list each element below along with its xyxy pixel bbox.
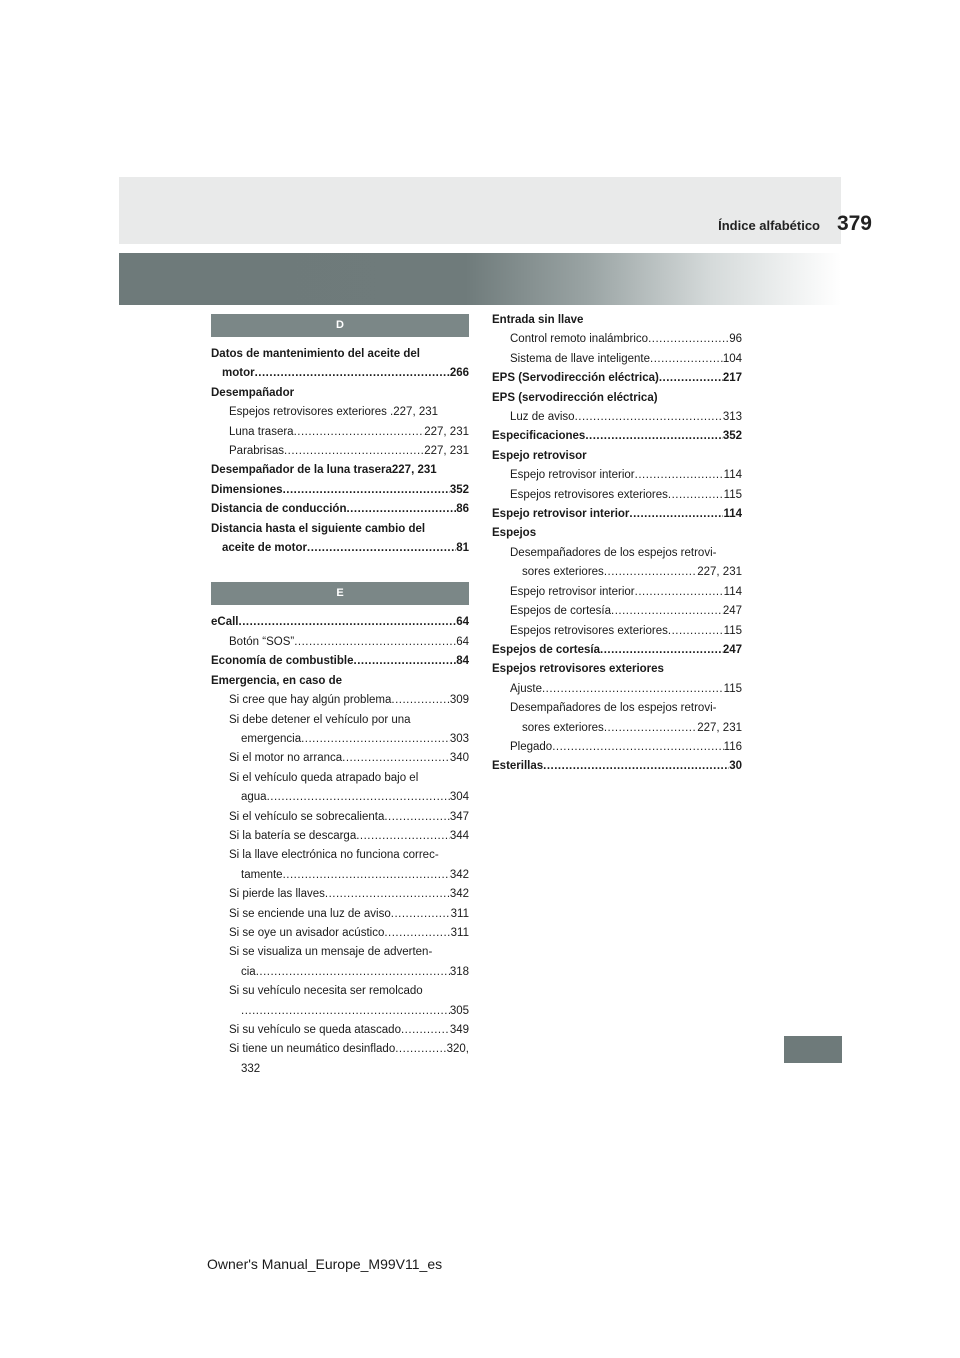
index-entry: Desempañador de la luna trasera227, 231: [211, 464, 437, 477]
index-column-right: [492, 311, 742, 777]
index-subentry: Si su vehículo necesita ser remolcado: [229, 985, 423, 998]
index-subentry: 332: [241, 1062, 261, 1075]
chapter-tab: [784, 1036, 842, 1063]
index-entry: Espejos de cortesía ..... 247: [492, 641, 742, 660]
index-entry: aceite de motor ..... 81: [211, 539, 469, 558]
header-gradient-band: [119, 253, 841, 305]
index-subentry: Si debe detener el vehículo por una: [229, 713, 411, 726]
index-subentry: Si su vehículo se queda atascado ..... 349: [211, 1021, 469, 1040]
index-subentry: Si se visualiza un mensaje de adverten-: [229, 946, 433, 959]
index-subentry: Luna trasera ..... 227, 231: [211, 423, 469, 442]
index-subentry: Desempañadores de los espejos retrovi-: [510, 702, 717, 715]
index-entry: motor ..... 266: [211, 364, 469, 383]
index-subentry: Desempañadores de los espejos retrovi-: [510, 546, 717, 559]
index-subentry: Si la llave electrónica no funciona correc-: [229, 849, 439, 862]
index-subentry: Botón “SOS” ..... 64: [211, 633, 469, 652]
section-title: Índice alfabético: [718, 218, 820, 233]
index-entry: Espejo retrovisor: [492, 449, 587, 462]
index-subentry: Luz de aviso ..... 313: [492, 408, 742, 427]
index-subentry: sores exteriores ..... 227, 231: [492, 563, 742, 582]
index-subentry: agua ..... 304: [211, 788, 469, 807]
index-subentry: Si el motor no arranca ..... 340: [211, 749, 469, 768]
index-entry: Esterillas ..... 30: [492, 757, 742, 776]
index-subentry: Espejo retrovisor interior ..... 114: [492, 466, 742, 485]
index-subentry: Si tiene un neumático desinflado ..... 320,: [211, 1040, 469, 1059]
index-entry: Economía de combustible ..... 84: [211, 652, 469, 671]
index-subentry: Si el vehículo se sobrecalienta ..... 347: [211, 808, 469, 827]
index-subentry: ..... 305: [211, 1002, 469, 1021]
index-entry: eCall ..... 64: [211, 613, 469, 632]
index-entry: Emergencia, en caso de: [211, 674, 343, 687]
index-entry: Espejos: [492, 527, 537, 540]
index-subentry: Si se enciende una luz de aviso ..... 311: [211, 905, 469, 924]
index-entry: Espejos retrovisores exteriores: [492, 663, 664, 676]
index-subentry: Espejos retrovisores exteriores ..... 115: [492, 486, 742, 505]
index-entry: Desempañador: [211, 386, 295, 399]
index-subentry: tamente ..... 342: [211, 866, 469, 885]
index-subentry: Si el vehículo queda atrapado bajo el: [229, 771, 419, 784]
index-subentry: Si se oye un avisador acústico ..... 311: [211, 924, 469, 943]
index-subentry: Sistema de llave inteligente ..... 104: [492, 350, 742, 369]
index-subentry: Parabrisas ..... 227, 231: [211, 442, 469, 461]
section-letter-d: D: [211, 314, 469, 337]
index-entry: Dimensiones ..... 352: [211, 481, 469, 500]
index-subentry: Espejos retrovisores exteriores ..... 115: [492, 622, 742, 641]
index-subentry: emergencia ..... 303: [211, 730, 469, 749]
index-subentry: Control remoto inalámbrico ..... 96: [492, 330, 742, 349]
index-subentry: Espejos retrovisores exteriores .227, 231: [229, 406, 439, 419]
section-letter-e: E: [211, 582, 469, 605]
index-entry: Especificaciones ..... 352: [492, 427, 742, 446]
index-subentry: Ajuste ..... 115: [492, 680, 742, 699]
index-subentry: Espejo retrovisor interior ..... 114: [492, 583, 742, 602]
index-subentry: Si cree que hay algún problema ..... 309: [211, 691, 469, 710]
index-subentry: cia ..... 318: [211, 963, 469, 982]
index-column-left: [211, 311, 469, 1079]
index-subentry: Plegado ..... 116: [492, 738, 742, 757]
header-bar: [119, 177, 841, 244]
index-subentry: Si la batería se descarga ..... 344: [211, 827, 469, 846]
index-subentry: sores exteriores ..... 227, 231: [492, 719, 742, 738]
index-subentry: Si pierde las llaves ..... 342: [211, 885, 469, 904]
index-entry: EPS (Servodirección eléctrica) ..... 217: [492, 369, 742, 388]
index-subentry: Espejos de cortesía ..... 247: [492, 602, 742, 621]
index-entry: Datos de mantenimiento del aceite del: [211, 348, 420, 360]
index-entry: Distancia hasta el siguiente cambio del: [211, 522, 426, 535]
index-entry: Distancia de conducción ..... 86: [211, 500, 469, 519]
page-number: 379: [836, 212, 872, 235]
footer-manual-id: Owner's Manual_Europe_M99V11_es: [207, 1256, 443, 1272]
index-entry: Espejo retrovisor interior ..... 114: [492, 505, 742, 524]
index-entry: EPS (servodirección eléctrica): [492, 391, 658, 404]
index-entry: Entrada sin llave: [492, 314, 584, 326]
